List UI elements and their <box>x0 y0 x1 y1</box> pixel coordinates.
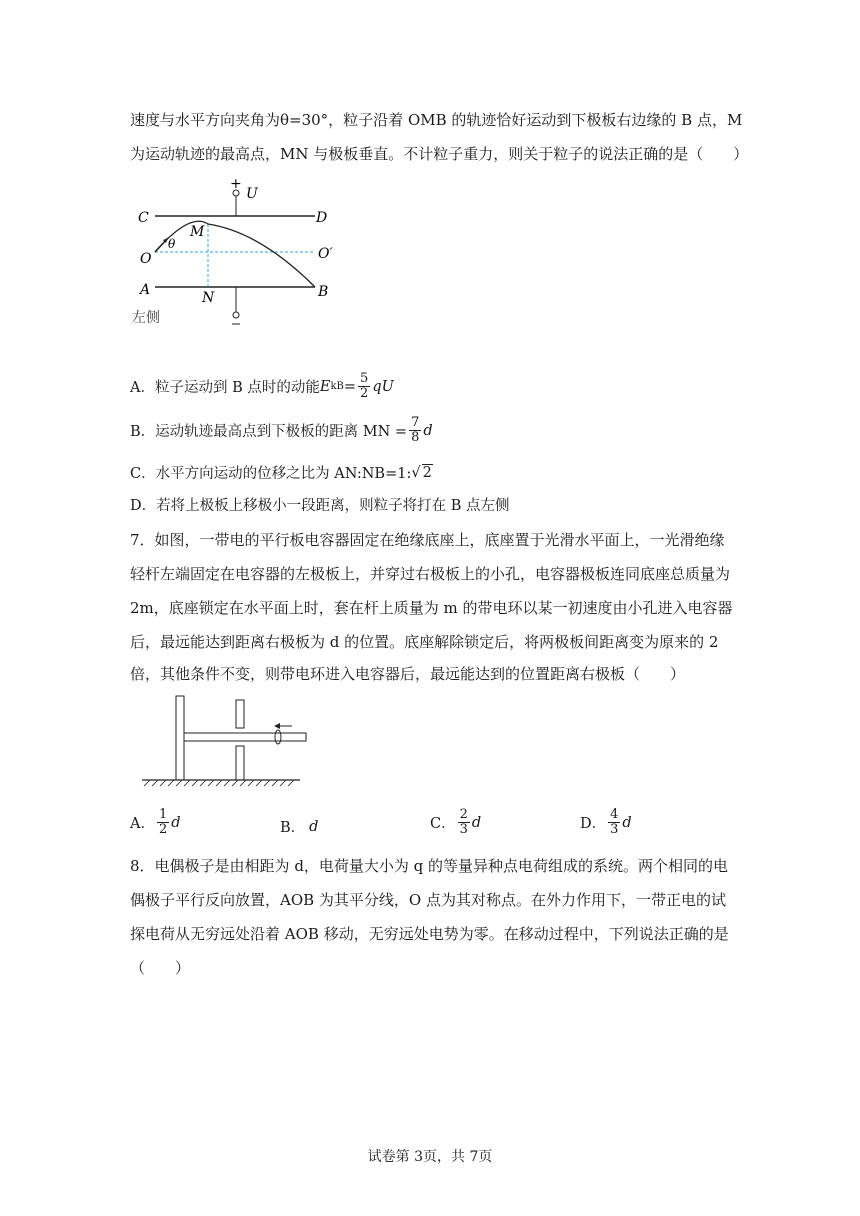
fig6-n-label: N <box>202 290 215 306</box>
fig6-a-label: A <box>140 282 151 298</box>
fig6-m-label: M <box>190 224 205 240</box>
fig6-u-label: U <box>246 186 258 202</box>
q6-capacitor-trajectory-figure <box>130 172 350 330</box>
q6-option-a: A． 粒子运动到 B 点时的动能 E kB = $\frac{5}{2}$ qU <box>130 371 394 401</box>
page-footer: 试卷第 3页，共 7页 <box>367 1149 493 1165</box>
q7-text-line5: 倍，其他条件不变，则带电环进入电容器后，最远能达到的位置距离右极板（ ） <box>130 665 686 683</box>
q6-option-b: B． 运动轨迹最高点到下极板的距离 MN = $\frac{7}{8}$ d <box>130 415 433 445</box>
fig6-plus-label: + <box>230 176 242 192</box>
q8-text-line3: 探电荷从无穷远处沿着 AOB 移动，无穷远处电势为零。在移动过程中，下列说法正确的是 <box>130 925 729 943</box>
fig6-o-label: O <box>140 251 152 267</box>
fig6-d-label: D <box>316 210 328 226</box>
q7-text-line4: 后，最远能达到距离右极板为 d 的位置。底座解除锁定后，将两极板间距离变为原来的 2 <box>130 633 719 651</box>
q8-text-line2: 偶极子平行反向放置，AOB 为其平分线，O 点为其对称点。在外力作用下，一带正电的试 <box>130 891 726 909</box>
fig6-bottom-terminal <box>233 312 239 318</box>
q7-text-line1: 7．如图，一带电的平行板电容器固定在绝缘底座上，底座置于光滑水平面上，一光滑绝缘 <box>130 531 725 549</box>
fig7-arrow-head <box>274 723 280 729</box>
q7-option-b: B． d <box>280 818 319 836</box>
fig7-right-plate-top <box>236 700 244 728</box>
fig6-b-label: B <box>318 284 329 300</box>
fig6-side-label: 左侧 <box>132 310 160 326</box>
q7-option-c: C． $\frac{2}{3}$ d <box>430 807 482 837</box>
q7-option-a: A． $\frac{1}{2}$ d <box>130 807 181 837</box>
q6-text-line2: 为运动轨迹的最高点，MN 与极板垂直。不计粒子重力，则关于粒子的说法正确的是（ ） <box>130 145 749 163</box>
q6-text-line1: 速度与水平方向夹角为θ=30°，粒子沿着 OMB 的轨迹恰好运动到下极板右边缘的 B 点，M <box>130 111 743 129</box>
fig7-ring <box>275 730 281 744</box>
q7-text-line2: 轻杆左端固定在电容器的左极板上，并穿过右极板上的小孔，电容器极板连同底座总质量为 <box>130 565 731 583</box>
q7-text-line3: 2m，底座锁定在水平面上时，套在杆上质量为 m 的带电环以某一初速度由小孔进入电容器 <box>130 599 733 617</box>
q6-option-d: D． 若将上极板上移极小一段距离，则粒子将打在 B 点左侧 <box>130 498 510 514</box>
q8-text-line4: （ ） <box>130 959 191 977</box>
fig7-ground-hatch <box>144 780 294 786</box>
q6-option-c: C． 水平方向运动的位移之比为 AN:NB=1: √ 2 <box>130 464 432 482</box>
q7-capacitor-rod-figure <box>130 690 330 800</box>
fig6-theta-label: θ <box>168 237 176 251</box>
fig7-rod <box>184 733 306 741</box>
fig6-trajectory <box>155 221 315 287</box>
fig6-oprime-label: O′ <box>318 246 333 262</box>
fig6-c-label: C <box>138 210 149 226</box>
q7-option-d: D． $\frac{4}{3}$ d <box>580 807 632 837</box>
fig7-right-plate-bottom <box>236 746 244 780</box>
fig7-left-plate <box>176 696 184 780</box>
q8-text-line1: 8．电偶极子是由相距为 d，电荷量大小为 q 的等量异种点电荷组成的系统。两个相同的电 <box>130 857 729 875</box>
